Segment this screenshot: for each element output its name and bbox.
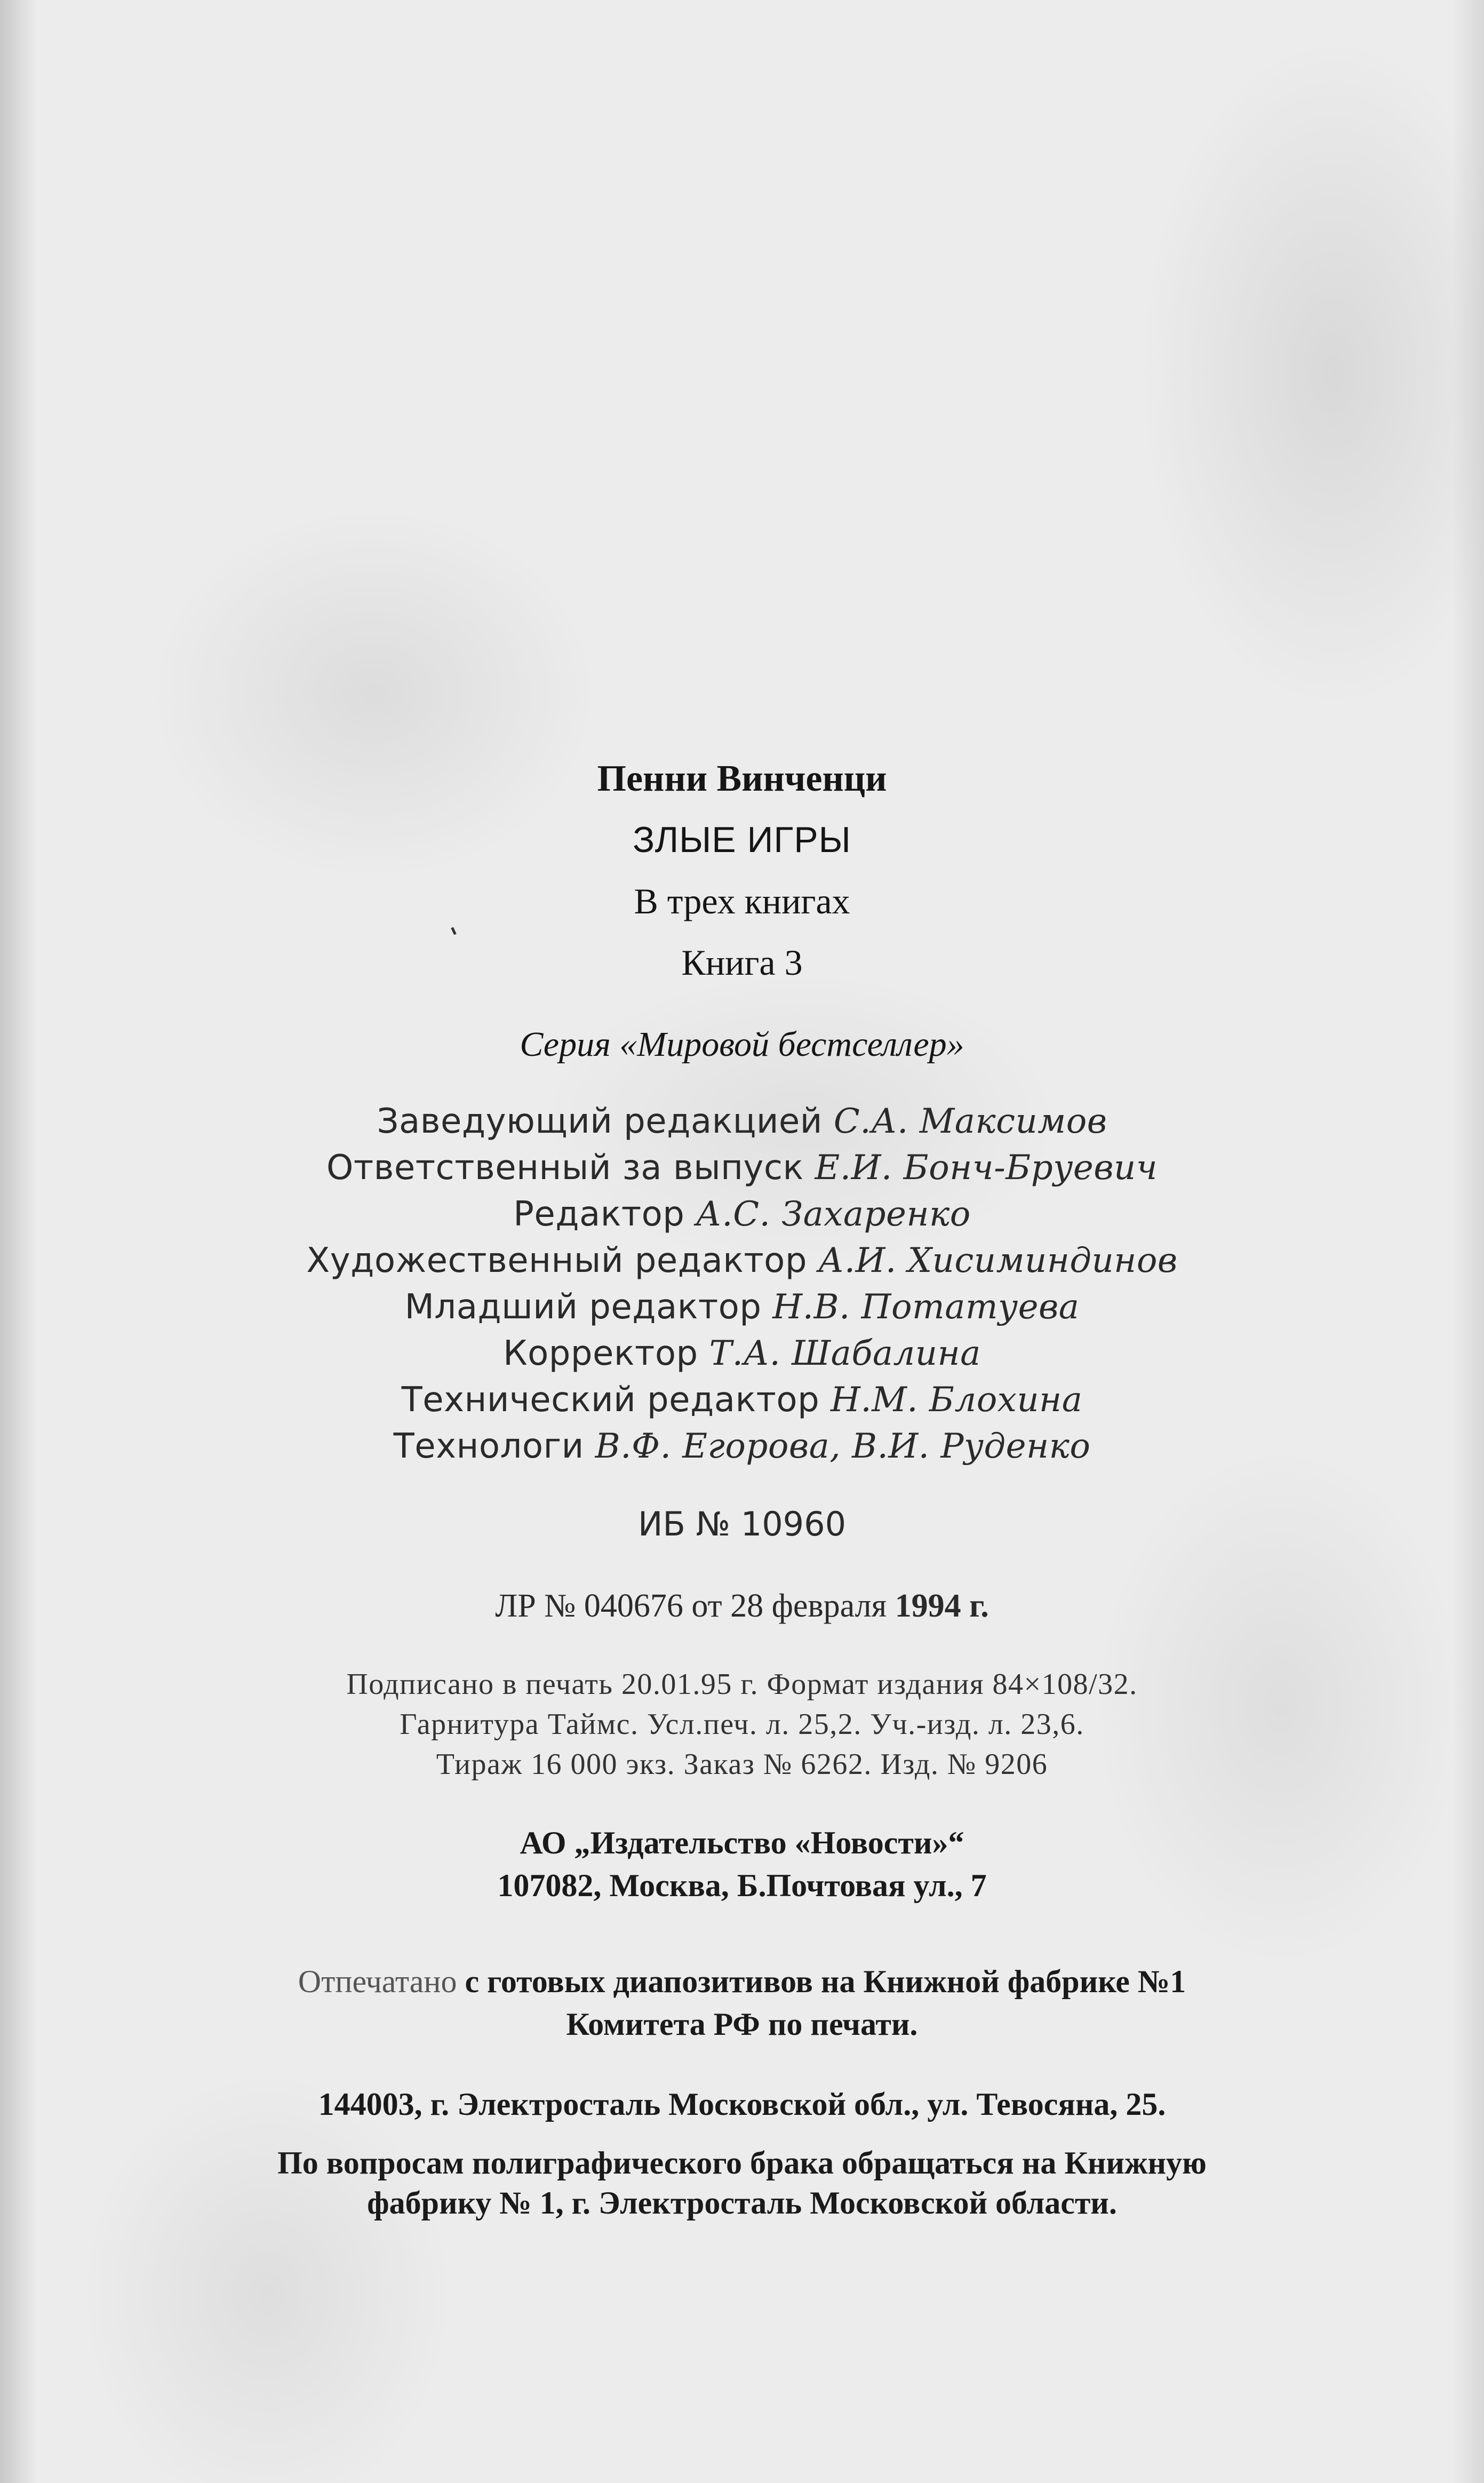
printed-rest: с готовых диапозитивов на Книжной фабрике №1 (465, 1964, 1186, 1999)
defects-contact-line-2: фабрику № 1, г. Электросталь Московской области. (367, 2185, 1117, 2221)
plant-address: 144003, г. Электросталь Московской обл., ул. Тевосяна, 25. (318, 2087, 1166, 2122)
credit-line (0, 1334, 1484, 1373)
credit-role: Младший редактор (404, 1287, 762, 1327)
license-line (0, 1587, 1484, 1625)
credit-role: Технический редактор (401, 1380, 820, 1420)
license-year: 1994 г. (895, 1588, 989, 1624)
credit-line (0, 1148, 1484, 1188)
credit-name: В.Ф. Егорова, В.И. Руденко (595, 1427, 1091, 1466)
author: Пенни Винченци (597, 758, 887, 799)
credit-line (0, 1195, 1484, 1234)
book-title: ЗЛЫЕ ИГРЫ (633, 819, 851, 860)
credit-role: Художественный редактор (306, 1241, 807, 1280)
credit-name: А.С. Захаренко (696, 1195, 971, 1234)
license-body: № 040676 от 28 февраля (544, 1588, 887, 1624)
printed-at-line-2: Комитета РФ по печати. (566, 2007, 918, 2042)
credit-name: Н.В. Потатуева (772, 1287, 1080, 1327)
publisher-address: 107082, Москва, Б.Почтовая ул., 7 (497, 1868, 987, 1903)
print-details-line: Тираж 16 000 экз. Заказ № 6262. Изд. № 9206 (436, 1748, 1048, 1781)
credit-line (0, 1380, 1484, 1420)
credit-role: Корректор (503, 1334, 698, 1373)
credit-name: А.И. Хисиминдинов (818, 1241, 1178, 1280)
printed-prefix: Отпечатано (298, 1964, 457, 1999)
credit-name: Н.М. Блохина (831, 1380, 1083, 1420)
print-details-line: Подписано в печать 20.01.95 г. Формат издания 84×108/32. (346, 1668, 1138, 1701)
printed-at-line (0, 1963, 1484, 2000)
credit-line (0, 1427, 1484, 1466)
ib-number: ИБ № 10960 (637, 1505, 847, 1543)
credit-name: Т.А. Шабалина (709, 1334, 981, 1373)
credit-name: С.А. Максимов (833, 1102, 1107, 1141)
book-volume: Книга 3 (681, 942, 803, 983)
credit-role: Технологи (393, 1427, 584, 1466)
print-details-line: Гарнитура Таймс. Усл.печ. л. 25,2. Уч.-изд. л. 23,6. (400, 1708, 1084, 1741)
credit-role: Заведующий редакцией (377, 1102, 823, 1141)
book-subtitle: В трех книгах (634, 881, 850, 921)
license-prefix: ЛР (495, 1588, 536, 1624)
credit-role: Ответственный за выпуск (326, 1148, 804, 1188)
credit-line (0, 1102, 1484, 1141)
credit-line (0, 1287, 1484, 1327)
series-name: Серия «Мировой бестселлер» (520, 1025, 964, 1064)
credit-name: Е.И. Бонч-Бруевич (815, 1148, 1158, 1188)
publisher-name: АО „Издательство «Новости»“ (520, 1825, 964, 1860)
defects-contact-line: По вопросам полиграфического брака обращаться на Книжную (277, 2145, 1207, 2180)
credit-role: Редактор (513, 1195, 685, 1234)
credit-line (0, 1241, 1484, 1280)
